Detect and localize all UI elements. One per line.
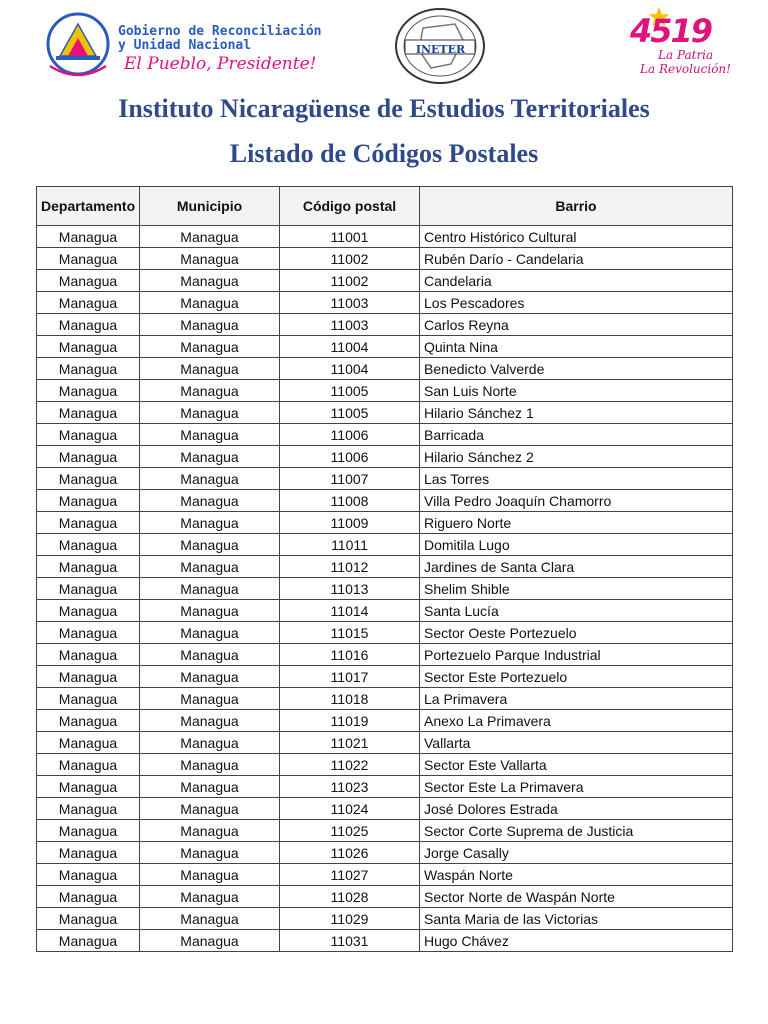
departamento-cell: Managua xyxy=(37,776,140,798)
departamento-cell: Managua xyxy=(37,798,140,820)
codigo-postal-cell: 11011 xyxy=(280,534,420,556)
municipio-cell: Managua xyxy=(140,248,280,270)
barrio-cell: Vallarta xyxy=(420,732,733,754)
table-row xyxy=(37,732,733,754)
barrio-cell: Portezuelo Parque Industrial xyxy=(420,644,733,666)
table-row xyxy=(37,644,733,666)
barrio-cell: Villa Pedro Joaquín Chamorro xyxy=(420,490,733,512)
municipio-cell: Managua xyxy=(140,842,280,864)
codigo-postal-cell: 11014 xyxy=(280,600,420,622)
departamento-cell: Managua xyxy=(37,380,140,402)
municipio-cell: Managua xyxy=(140,226,280,248)
barrio-cell: Carlos Reyna xyxy=(420,314,733,336)
table-row xyxy=(37,930,733,952)
table-row xyxy=(37,842,733,864)
ineter-label: INETER xyxy=(415,43,466,56)
government-name-line2: y Unidad Nacional xyxy=(118,38,252,53)
barrio-cell: Sector Este Vallarta xyxy=(420,754,733,776)
municipio-cell: Managua xyxy=(140,358,280,380)
departamento-cell: Managua xyxy=(37,226,140,248)
table-row xyxy=(37,600,733,622)
codigo-postal-cell: 11018 xyxy=(280,688,420,710)
page-header xyxy=(0,0,768,90)
anniversary-number: 4519 xyxy=(630,12,712,50)
codigo-postal-cell: 11006 xyxy=(280,446,420,468)
barrio-cell: Sector Este Portezuelo xyxy=(420,666,733,688)
table-row xyxy=(37,776,733,798)
municipio-cell: Managua xyxy=(140,446,280,468)
barrio-cell: Rubén Darío - Candelaria xyxy=(420,248,733,270)
table-row xyxy=(37,556,733,578)
municipio-cell: Managua xyxy=(140,578,280,600)
table-row xyxy=(37,226,733,248)
codigo-postal-cell: 11015 xyxy=(280,622,420,644)
codigo-postal-cell: 11021 xyxy=(280,732,420,754)
departamento-cell: Managua xyxy=(37,314,140,336)
barrio-cell: Riguero Norte xyxy=(420,512,733,534)
barrio-cell: San Luis Norte xyxy=(420,380,733,402)
codigo-postal-cell: 11005 xyxy=(280,402,420,424)
government-name-line1: Gobierno de Reconciliación xyxy=(118,24,322,39)
departamento-cell: Managua xyxy=(37,732,140,754)
table-row xyxy=(37,248,733,270)
table-row xyxy=(37,820,733,842)
codigo-postal-cell: 11009 xyxy=(280,512,420,534)
table-row xyxy=(37,864,733,886)
column-header-codigo-postal: Código postal xyxy=(280,187,420,226)
municipio-cell: Managua xyxy=(140,644,280,666)
codigo-postal-cell: 11003 xyxy=(280,292,420,314)
municipio-cell: Managua xyxy=(140,666,280,688)
table-body xyxy=(37,226,733,952)
codigo-postal-cell: 11027 xyxy=(280,864,420,886)
barrio-cell: Quinta Nina xyxy=(420,336,733,358)
barrio-cell: Domitila Lugo xyxy=(420,534,733,556)
municipio-cell: Managua xyxy=(140,864,280,886)
barrio-cell: Sector Este La Primavera xyxy=(420,776,733,798)
municipio-cell: Managua xyxy=(140,754,280,776)
municipio-cell: Managua xyxy=(140,886,280,908)
table-row xyxy=(37,688,733,710)
codigo-postal-cell: 11022 xyxy=(280,754,420,776)
departamento-cell: Managua xyxy=(37,754,140,776)
municipio-cell: Managua xyxy=(140,798,280,820)
departamento-cell: Managua xyxy=(37,886,140,908)
barrio-cell: Anexo La Primavera xyxy=(420,710,733,732)
column-header-barrio: Barrio xyxy=(420,187,733,226)
table-row xyxy=(37,292,733,314)
municipio-cell: Managua xyxy=(140,820,280,842)
codigo-postal-cell: 11008 xyxy=(280,490,420,512)
municipio-cell: Managua xyxy=(140,336,280,358)
municipio-cell: Managua xyxy=(140,930,280,952)
barrio-cell: Las Torres xyxy=(420,468,733,490)
ineter-logo xyxy=(393,6,488,86)
municipio-cell: Managua xyxy=(140,710,280,732)
departamento-cell: Managua xyxy=(37,336,140,358)
codigo-postal-cell: 11004 xyxy=(280,358,420,380)
municipio-cell: Managua xyxy=(140,534,280,556)
table-row xyxy=(37,578,733,600)
departamento-cell: Managua xyxy=(37,446,140,468)
departamento-cell: Managua xyxy=(37,468,140,490)
barrio-cell: Sector Norte de Waspán Norte xyxy=(420,886,733,908)
barrio-cell: La Primavera xyxy=(420,688,733,710)
table-row xyxy=(37,622,733,644)
departamento-cell: Managua xyxy=(37,820,140,842)
departamento-cell: Managua xyxy=(37,292,140,314)
table-row xyxy=(37,358,733,380)
codigo-postal-cell: 11016 xyxy=(280,644,420,666)
table-row xyxy=(37,512,733,534)
municipio-cell: Managua xyxy=(140,314,280,336)
anniversary-slogan-line1: La Patria xyxy=(658,48,714,62)
anniversary-slogan-line2: La Revolución! xyxy=(640,62,731,76)
codigo-postal-cell: 11025 xyxy=(280,820,420,842)
barrio-cell: Jorge Casally xyxy=(420,842,733,864)
column-header-municipio: Municipio xyxy=(140,187,280,226)
municipio-cell: Managua xyxy=(140,512,280,534)
departamento-cell: Managua xyxy=(37,556,140,578)
table-row xyxy=(37,270,733,292)
barrio-cell: Santa Lucía xyxy=(420,600,733,622)
municipio-cell: Managua xyxy=(140,292,280,314)
codigo-postal-cell: 11019 xyxy=(280,710,420,732)
postal-codes-table xyxy=(36,186,733,952)
codigo-postal-cell: 11002 xyxy=(280,270,420,292)
codigo-postal-cell: 11024 xyxy=(280,798,420,820)
departamento-cell: Managua xyxy=(37,842,140,864)
column-header-departamento: Departamento xyxy=(37,187,140,226)
departamento-cell: Managua xyxy=(37,424,140,446)
barrio-cell: Benedicto Valverde xyxy=(420,358,733,380)
codigo-postal-cell: 11004 xyxy=(280,336,420,358)
departamento-cell: Managua xyxy=(37,358,140,380)
departamento-cell: Managua xyxy=(37,402,140,424)
departamento-cell: Managua xyxy=(37,644,140,666)
codigo-postal-cell: 11012 xyxy=(280,556,420,578)
barrio-cell: Waspán Norte xyxy=(420,864,733,886)
barrio-cell: Shelim Shible xyxy=(420,578,733,600)
table-header xyxy=(37,187,733,226)
municipio-cell: Managua xyxy=(140,380,280,402)
government-logo xyxy=(40,8,340,83)
institute-title: Instituto Nicaragüense de Estudios Territoriales xyxy=(118,94,650,123)
codigo-postal-cell: 11023 xyxy=(280,776,420,798)
barrio-cell: Hilario Sánchez 1 xyxy=(420,402,733,424)
table-row xyxy=(37,402,733,424)
departamento-cell: Managua xyxy=(37,600,140,622)
codigo-postal-cell: 11003 xyxy=(280,314,420,336)
barrio-cell: Sector Corte Suprema de Justicia xyxy=(420,820,733,842)
municipio-cell: Managua xyxy=(140,622,280,644)
table-row xyxy=(37,446,733,468)
codigo-postal-cell: 11006 xyxy=(280,424,420,446)
barrio-cell: Candelaria xyxy=(420,270,733,292)
document-title: Listado de Códigos Postales xyxy=(229,139,539,168)
departamento-cell: Managua xyxy=(37,908,140,930)
table-row xyxy=(37,666,733,688)
codigo-postal-cell: 11007 xyxy=(280,468,420,490)
table-row xyxy=(37,336,733,358)
barrio-cell: Barricada xyxy=(420,424,733,446)
departamento-cell: Managua xyxy=(37,512,140,534)
barrio-cell: José Dolores Estrada xyxy=(420,798,733,820)
municipio-cell: Managua xyxy=(140,270,280,292)
table-row xyxy=(37,886,733,908)
departamento-cell: Managua xyxy=(37,864,140,886)
codigo-postal-cell: 11028 xyxy=(280,886,420,908)
departamento-cell: Managua xyxy=(37,490,140,512)
table-row xyxy=(37,380,733,402)
departamento-cell: Managua xyxy=(37,578,140,600)
table-row xyxy=(37,424,733,446)
government-slogan: El Pueblo, Presidente! xyxy=(124,54,317,74)
municipio-cell: Managua xyxy=(140,688,280,710)
departamento-cell: Managua xyxy=(37,622,140,644)
table-row xyxy=(37,468,733,490)
departamento-cell: Managua xyxy=(37,710,140,732)
municipio-cell: Managua xyxy=(140,490,280,512)
departamento-cell: Managua xyxy=(37,270,140,292)
table-row xyxy=(37,710,733,732)
barrio-cell: Santa Maria de las Victorias xyxy=(420,908,733,930)
departamento-cell: Managua xyxy=(37,666,140,688)
nicaragua-emblem-icon xyxy=(40,8,120,83)
barrio-cell: Jardines de Santa Clara xyxy=(420,556,733,578)
table-row xyxy=(37,798,733,820)
municipio-cell: Managua xyxy=(140,732,280,754)
barrio-cell: Centro Histórico Cultural xyxy=(420,226,733,248)
departamento-cell: Managua xyxy=(37,248,140,270)
codigo-postal-cell: 11013 xyxy=(280,578,420,600)
municipio-cell: Managua xyxy=(140,424,280,446)
departamento-cell: Managua xyxy=(37,688,140,710)
codigo-postal-cell: 11017 xyxy=(280,666,420,688)
municipio-cell: Managua xyxy=(140,556,280,578)
barrio-cell: Hugo Chávez xyxy=(420,930,733,952)
anniversary-logo xyxy=(628,6,731,84)
header-row xyxy=(37,187,733,226)
departamento-cell: Managua xyxy=(37,534,140,556)
municipio-cell: Managua xyxy=(140,908,280,930)
municipio-cell: Managua xyxy=(140,600,280,622)
codigo-postal-cell: 11026 xyxy=(280,842,420,864)
codigo-postal-cell: 11031 xyxy=(280,930,420,952)
codigo-postal-cell: 11005 xyxy=(280,380,420,402)
table-row xyxy=(37,490,733,512)
municipio-cell: Managua xyxy=(140,468,280,490)
departamento-cell: Managua xyxy=(37,930,140,952)
barrio-cell: Los Pescadores xyxy=(420,292,733,314)
codigo-postal-cell: 11002 xyxy=(280,248,420,270)
codigo-postal-cell: 11029 xyxy=(280,908,420,930)
table-row xyxy=(37,314,733,336)
barrio-cell: Hilario Sánchez 2 xyxy=(420,446,733,468)
barrio-cell: Sector Oeste Portezuelo xyxy=(420,622,733,644)
table-row xyxy=(37,908,733,930)
municipio-cell: Managua xyxy=(140,402,280,424)
municipio-cell: Managua xyxy=(140,776,280,798)
table-row xyxy=(37,754,733,776)
codigo-postal-cell: 11001 xyxy=(280,226,420,248)
table-row xyxy=(37,534,733,556)
